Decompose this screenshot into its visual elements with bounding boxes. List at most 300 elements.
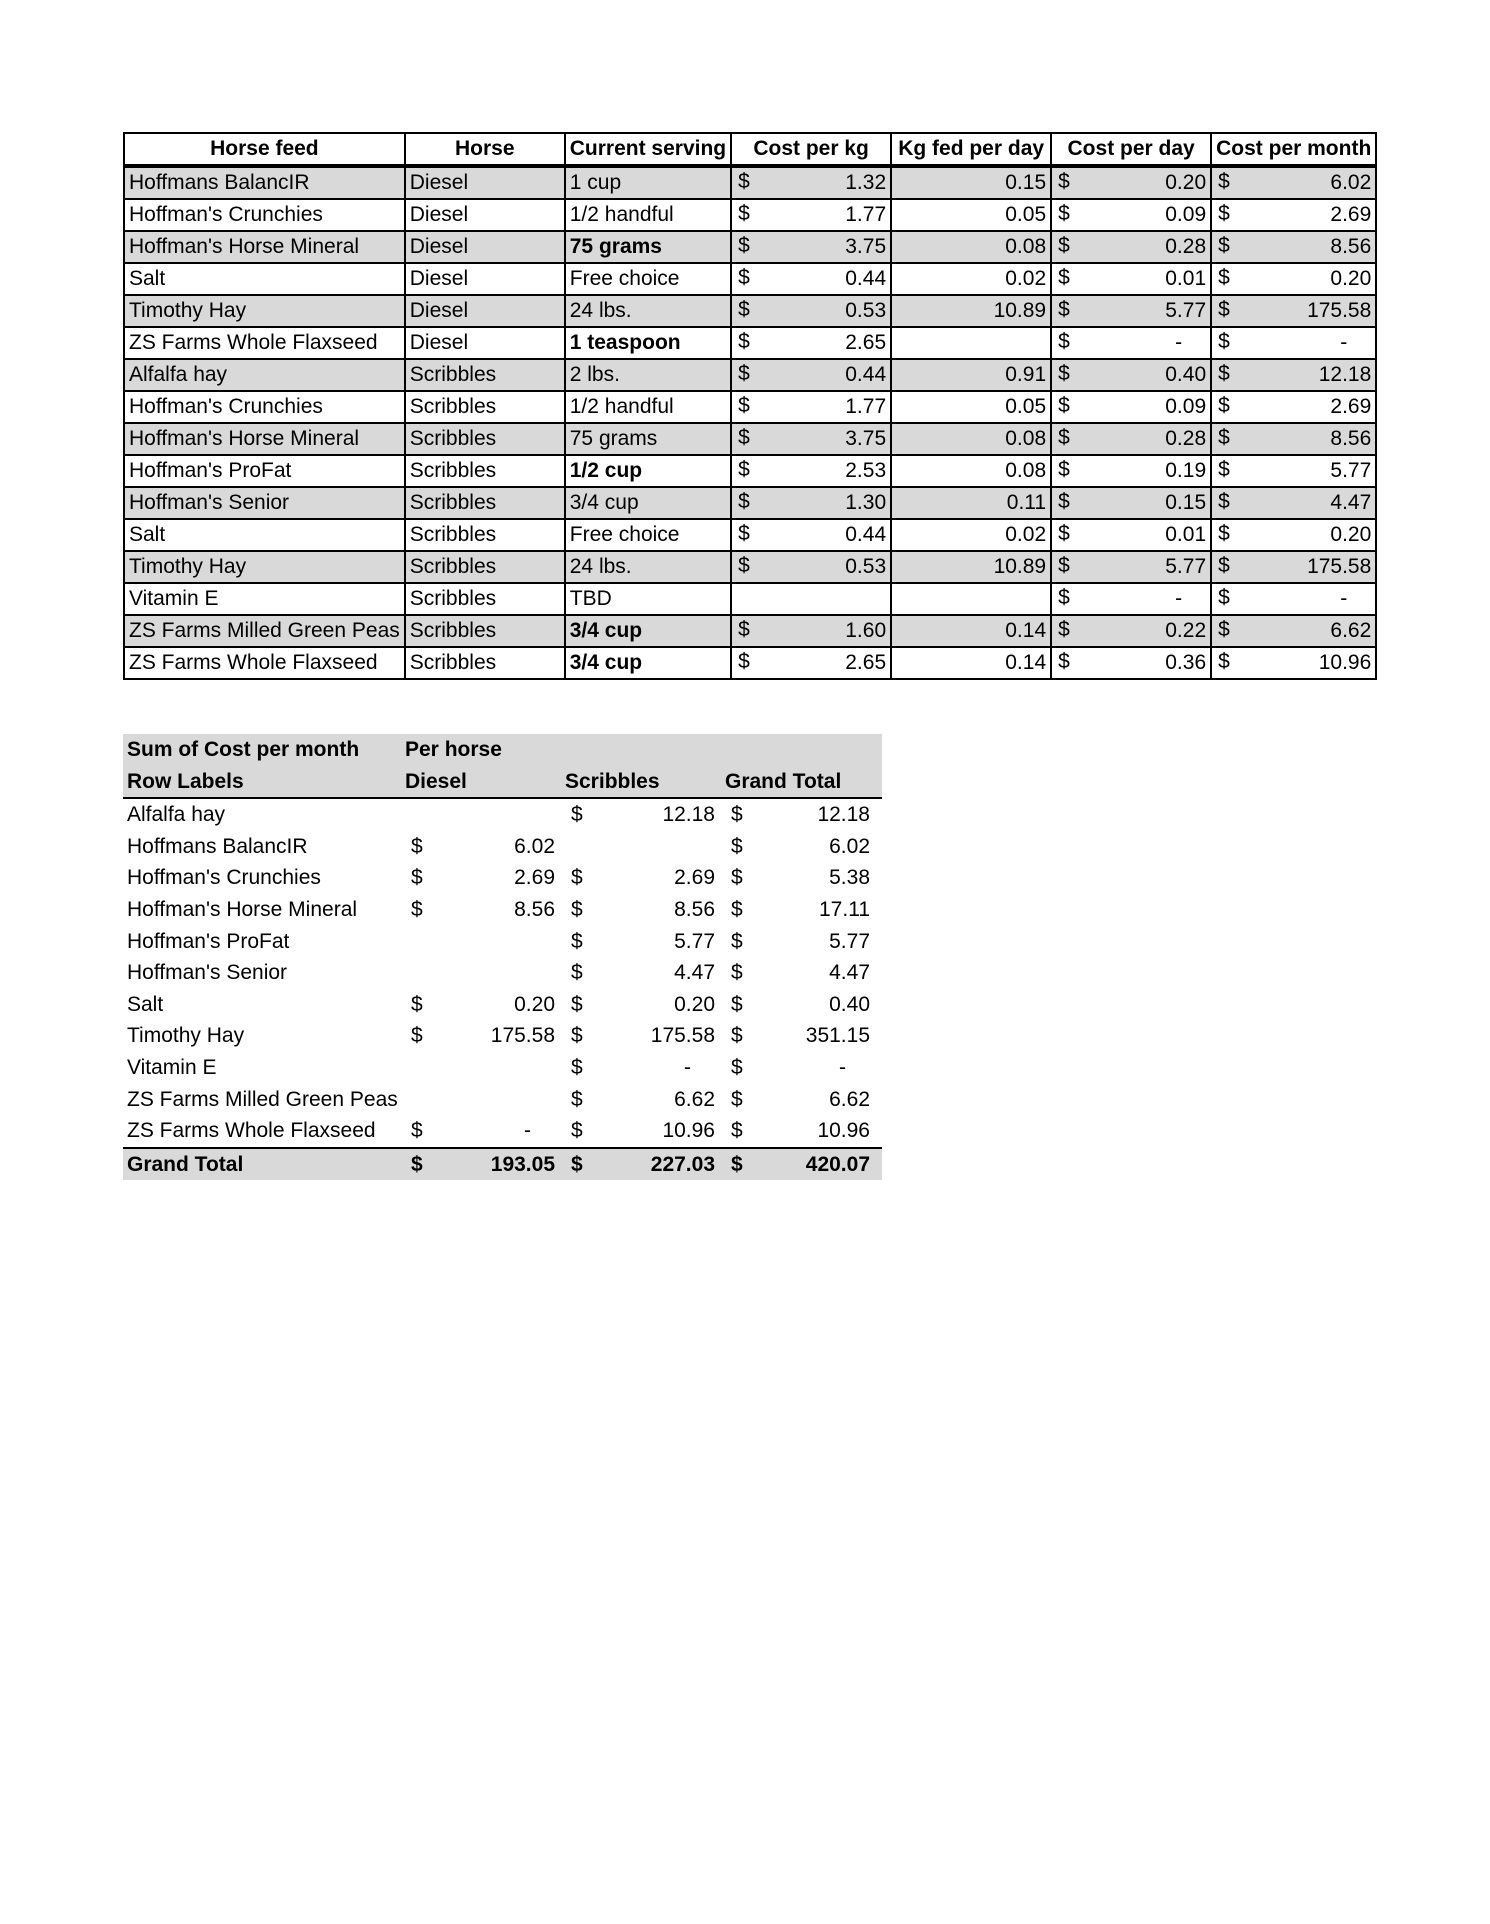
cell-cost-per-kg[interactable] (731, 423, 891, 455)
currency-symbol: $ (738, 394, 750, 417)
cell-cost-per-month[interactable] (1211, 615, 1376, 647)
cell-value: 0.19 (1165, 459, 1207, 482)
cell-value: 0.01 (1165, 523, 1207, 546)
cell-value: 2.69 (1330, 203, 1372, 226)
cell-value: 1.77 (845, 395, 887, 418)
currency-symbol: $ (1218, 490, 1230, 513)
cell-cost-per-day[interactable] (1051, 455, 1211, 487)
cell-cost-per-kg[interactable] (731, 359, 891, 391)
cell-cost-per-kg[interactable] (731, 199, 891, 231)
pivot-row[interactable] (123, 957, 882, 989)
cell-horse-feed[interactable]: Hoffman's ProFat (124, 455, 405, 487)
currency-symbol: $ (1058, 202, 1070, 225)
pivot-row-label: Salt (127, 992, 164, 1016)
cell-cost-per-day[interactable] (1051, 487, 1211, 519)
pivot-row[interactable] (123, 831, 882, 863)
cell-value: 2.69 (1330, 395, 1372, 418)
pivot-value-diesel: 175.58 (490, 1024, 555, 1048)
feed-row (124, 647, 1376, 679)
currency-symbol: $ (1058, 490, 1070, 513)
cell-horse-feed[interactable]: Alfalfa hay (124, 359, 405, 391)
cell-value: 2.65 (845, 331, 887, 354)
currency-symbol: $ (1218, 202, 1230, 225)
cell-horse[interactable]: Diesel (405, 327, 565, 359)
currency-symbol: $ (738, 170, 750, 193)
feed-row (124, 295, 1376, 327)
cell-cost-per-kg[interactable] (731, 295, 891, 327)
cell-horse[interactable]: Scribbles (405, 487, 565, 519)
cell-cost-per-day[interactable] (1051, 327, 1211, 359)
cell-cost-per-kg[interactable] (731, 455, 891, 487)
currency-symbol: $ (1058, 234, 1070, 257)
cell-value: 3.75 (845, 235, 887, 258)
cell-current-serving[interactable]: 75 grams (565, 231, 731, 263)
cell-cost-per-month[interactable] (1211, 263, 1376, 295)
currency-symbol: $ (1218, 522, 1230, 545)
currency-symbol: $ (1218, 458, 1230, 481)
currency-symbol: $ (1058, 650, 1070, 673)
cell-horse-feed[interactable]: Hoffman's Crunchies (124, 199, 405, 231)
cell-kg-fed-per-day[interactable] (891, 583, 1051, 615)
currency-symbol: $ (1218, 298, 1230, 321)
cell-horse-feed[interactable]: Timothy Hay (124, 551, 405, 583)
cell-cost-per-month[interactable] (1211, 166, 1376, 199)
currency-symbol: $ (1218, 234, 1230, 257)
header-kg-fed-per-day[interactable]: Kg fed per day (891, 133, 1051, 166)
currency-symbol: $ (738, 618, 750, 641)
cell-cost-per-month[interactable] (1211, 359, 1376, 391)
cell-value: 0.01 (1165, 267, 1207, 290)
feed-row (124, 455, 1376, 487)
cell-value: 0.14 (1005, 619, 1047, 642)
cell-horse-feed[interactable]: ZS Farms Milled Green Peas (124, 615, 405, 647)
pivot-header-row-1 (123, 734, 882, 766)
cell-value: 0.08 (1005, 459, 1047, 482)
cell-value: 0.02 (1005, 523, 1047, 546)
cell-current-serving[interactable]: Free choice (565, 263, 731, 295)
cell-horse[interactable]: Scribbles (405, 519, 565, 551)
pivot-body (123, 799, 882, 1147)
cell-cost-per-kg[interactable] (731, 231, 891, 263)
header-horse-feed[interactable]: Horse feed (124, 133, 405, 166)
cell-cost-per-kg[interactable] (731, 615, 891, 647)
currency-symbol: $ (738, 298, 750, 321)
pivot-row[interactable] (123, 1020, 882, 1052)
currency-symbol: $ (738, 330, 750, 353)
pivot-row[interactable] (123, 1052, 882, 1084)
cell-horse-feed[interactable]: Hoffman's Horse Mineral (124, 231, 405, 263)
cell-cost-per-day[interactable] (1051, 199, 1211, 231)
feed-row (124, 551, 1376, 583)
pivot-row-label: ZS Farms Whole Flaxseed (127, 1119, 376, 1143)
pivot-value-total: 420.07 (805, 1152, 870, 1176)
pivot-value-diesel: 6.02 (514, 834, 555, 858)
cell-current-serving[interactable]: 1/2 cup (565, 455, 731, 487)
cell-kg-fed-per-day[interactable] (891, 166, 1051, 199)
currency-symbol: $ (731, 1087, 743, 1111)
cell-value: 0.15 (1005, 171, 1047, 194)
cell-horse-feed[interactable]: ZS Farms Whole Flaxseed (124, 327, 405, 359)
cell-cost-per-kg[interactable] (731, 519, 891, 551)
header-cost-per-month[interactable]: Cost per month (1211, 133, 1376, 166)
pivot-row[interactable] (123, 1115, 882, 1147)
pivot-value-diesel: 193.05 (490, 1152, 555, 1176)
cell-kg-fed-per-day[interactable] (891, 263, 1051, 295)
cell-kg-fed-per-day[interactable] (891, 615, 1051, 647)
pivot-grand-total-row[interactable] (123, 1147, 882, 1181)
currency-symbol: $ (411, 897, 423, 921)
cell-cost-per-kg[interactable] (731, 647, 891, 679)
pivot-row[interactable] (123, 926, 882, 958)
cell-cost-per-kg[interactable] (731, 551, 891, 583)
feed-row (124, 263, 1376, 295)
pivot-row-label: Hoffman's ProFat (127, 929, 290, 953)
pivot-row[interactable] (123, 894, 882, 926)
pivot-value-diesel: 8.56 (514, 897, 555, 921)
feed-row (124, 359, 1376, 391)
pivot-row-label: Hoffman's Horse Mineral (127, 897, 358, 921)
pivot-value-total: 6.62 (829, 1087, 870, 1111)
cell-horse[interactable]: Scribbles (405, 423, 565, 455)
cell-cost-per-kg[interactable] (731, 166, 891, 199)
cell-kg-fed-per-day[interactable] (891, 487, 1051, 519)
pivot-value-scribbles: 175.58 (650, 1024, 715, 1048)
cell-value: 0.02 (1005, 267, 1047, 290)
cell-value: 1.77 (845, 203, 887, 226)
currency-symbol: $ (731, 1152, 743, 1176)
cell-value: 0.22 (1165, 619, 1207, 642)
cell-horse[interactable]: Scribbles (405, 583, 565, 615)
cell-current-serving[interactable]: 24 lbs. (565, 551, 731, 583)
currency-symbol: $ (738, 490, 750, 513)
cell-horse-feed[interactable]: Vitamin E (124, 583, 405, 615)
cell-cost-per-day[interactable] (1051, 615, 1211, 647)
currency-symbol: $ (1218, 618, 1230, 641)
header-cost-per-day[interactable]: Cost per day (1051, 133, 1211, 166)
cell-cost-per-day[interactable] (1051, 647, 1211, 679)
cell-horse[interactable]: Diesel (405, 231, 565, 263)
cell-cost-per-day[interactable] (1051, 263, 1211, 295)
cell-value: 0.44 (845, 267, 887, 290)
currency-symbol: $ (1058, 522, 1070, 545)
pivot-value-total: 12.18 (817, 803, 870, 827)
currency-symbol: $ (1058, 298, 1070, 321)
cell-current-serving[interactable]: TBD (565, 583, 731, 615)
cell-horse-feed[interactable]: ZS Farms Whole Flaxseed (124, 647, 405, 679)
cell-horse-feed[interactable]: Salt (124, 263, 405, 295)
cell-kg-fed-per-day[interactable] (891, 647, 1051, 679)
feed-row (124, 615, 1376, 647)
currency-symbol: $ (1058, 426, 1070, 449)
cell-cost-per-month[interactable] (1211, 199, 1376, 231)
cell-cost-per-day[interactable] (1051, 166, 1211, 199)
cell-horse[interactable]: Diesel (405, 263, 565, 295)
cell-cost-per-month[interactable] (1211, 455, 1376, 487)
cell-horse[interactable]: Scribbles (405, 455, 565, 487)
pivot-row[interactable] (123, 989, 882, 1021)
cell-horse-feed[interactable]: Timothy Hay (124, 295, 405, 327)
feed-row (124, 391, 1376, 423)
cell-current-serving[interactable]: 1/2 handful (565, 391, 731, 423)
cell-kg-fed-per-day[interactable] (891, 455, 1051, 487)
cell-kg-fed-per-day[interactable] (891, 231, 1051, 263)
cell-cost-per-day[interactable] (1051, 583, 1211, 615)
pivot-col-grand-total[interactable]: Grand Total (725, 769, 842, 793)
currency-symbol: $ (571, 1055, 583, 1079)
cell-horse[interactable]: Diesel (405, 166, 565, 199)
pivot-value-diesel: 0.20 (514, 992, 555, 1016)
pivot-row[interactable] (123, 1084, 882, 1116)
currency-symbol: $ (738, 234, 750, 257)
cell-cost-per-day[interactable] (1051, 359, 1211, 391)
header-current-serving[interactable]: Current serving (565, 133, 731, 166)
currency-symbol: $ (731, 1119, 743, 1143)
cell-cost-per-month[interactable] (1211, 391, 1376, 423)
cell-horse-feed[interactable]: Hoffman's Crunchies (124, 391, 405, 423)
currency-symbol: $ (571, 803, 583, 827)
cell-cost-per-month[interactable] (1211, 647, 1376, 679)
cell-cost-per-month[interactable] (1211, 519, 1376, 551)
cell-value: 5.77 (1165, 555, 1207, 578)
pivot-column-group[interactable]: Per horse (405, 738, 502, 761)
cell-kg-fed-per-day[interactable] (891, 519, 1051, 551)
cell-value: 5.77 (1330, 459, 1372, 482)
pivot-value-diesel: 2.69 (514, 866, 555, 890)
cell-current-serving[interactable]: 24 lbs. (565, 295, 731, 327)
currency-symbol: $ (738, 362, 750, 385)
cell-horse-feed[interactable]: Hoffmans BalancIR (124, 166, 405, 199)
cell-kg-fed-per-day[interactable] (891, 199, 1051, 231)
currency-symbol: $ (1218, 170, 1230, 193)
cell-value: 12.18 (1318, 363, 1372, 386)
pivot-row-label: Hoffmans BalancIR (127, 834, 308, 858)
currency-symbol: $ (571, 897, 583, 921)
pivot-value-scribbles: 0.20 (674, 992, 715, 1016)
cell-horse[interactable]: Scribbles (405, 551, 565, 583)
cell-value: 0.05 (1005, 395, 1047, 418)
pivot-row-labels-header[interactable]: Row Labels (127, 769, 244, 793)
currency-symbol: $ (411, 992, 423, 1016)
cell-value: 1.30 (845, 491, 887, 514)
currency-symbol: $ (1218, 586, 1230, 609)
pivot-value-total: 4.47 (829, 961, 870, 985)
cell-cost-per-day[interactable] (1051, 423, 1211, 455)
currency-symbol: $ (571, 961, 583, 985)
pivot-row[interactable] (123, 799, 882, 831)
currency-symbol: $ (1218, 394, 1230, 417)
currency-symbol: $ (731, 929, 743, 953)
cell-cost-per-month[interactable] (1211, 231, 1376, 263)
cell-cost-per-kg[interactable] (731, 263, 891, 295)
currency-symbol: $ (411, 834, 423, 858)
currency-symbol: $ (731, 961, 743, 985)
feed-row (124, 231, 1376, 263)
cell-value: 8.56 (1330, 235, 1372, 258)
cell-cost-per-day[interactable] (1051, 295, 1211, 327)
cell-kg-fed-per-day[interactable] (891, 327, 1051, 359)
cell-cost-per-kg[interactable] (731, 391, 891, 423)
currency-symbol: $ (738, 522, 750, 545)
cell-cost-per-month[interactable] (1211, 487, 1376, 519)
currency-symbol: $ (1218, 554, 1230, 577)
pivot-value-total: - (839, 1055, 846, 1079)
currency-symbol: $ (1218, 650, 1230, 673)
cell-current-serving[interactable]: 3/4 cup (565, 487, 731, 519)
feed-row (124, 487, 1376, 519)
cell-value: 0.20 (1165, 171, 1207, 194)
cell-value: - (1340, 331, 1348, 354)
cell-cost-per-month[interactable] (1211, 295, 1376, 327)
cell-current-serving[interactable]: 75 grams (565, 423, 731, 455)
cell-horse[interactable]: Scribbles (405, 647, 565, 679)
feed-row (124, 327, 1376, 359)
cell-value: 0.09 (1165, 203, 1207, 226)
currency-symbol: $ (1058, 554, 1070, 577)
cell-kg-fed-per-day[interactable] (891, 295, 1051, 327)
cell-value: 3.75 (845, 427, 887, 450)
pivot-row-label: Timothy Hay (127, 1024, 245, 1048)
cell-current-serving[interactable]: 2 lbs. (565, 359, 731, 391)
cell-current-serving[interactable]: 1 cup (565, 166, 731, 199)
cell-value: - (1340, 587, 1348, 610)
pivot-value-total: 5.77 (829, 929, 870, 953)
cell-cost-per-kg[interactable] (731, 487, 891, 519)
feed-row (124, 199, 1376, 231)
cell-value: 10.89 (993, 299, 1047, 322)
cell-cost-per-month[interactable] (1211, 423, 1376, 455)
pivot-value-scribbles: - (684, 1055, 691, 1079)
pivot-col-diesel[interactable]: Diesel (405, 769, 467, 793)
pivot-header-row-2 (123, 766, 882, 800)
pivot-value-scribbles: 8.56 (674, 897, 715, 921)
pivot-title[interactable]: Sum of Cost per month (127, 738, 360, 761)
pivot-value-total: 6.02 (829, 834, 870, 858)
currency-symbol: $ (1058, 618, 1070, 641)
cell-cost-per-month[interactable] (1211, 551, 1376, 583)
cell-cost-per-day[interactable] (1051, 551, 1211, 583)
currency-symbol: $ (1058, 362, 1070, 385)
currency-symbol: $ (571, 1152, 583, 1176)
cell-horse-feed[interactable]: Salt (124, 519, 405, 551)
currency-symbol: $ (1218, 330, 1230, 353)
currency-symbol: $ (411, 1024, 423, 1048)
cell-current-serving[interactable]: 1 teaspoon (565, 327, 731, 359)
cell-value: 0.20 (1330, 267, 1372, 290)
cell-current-serving[interactable]: 3/4 cup (565, 615, 731, 647)
cell-value: 0.14 (1005, 651, 1047, 674)
currency-symbol: $ (1058, 170, 1070, 193)
cell-kg-fed-per-day[interactable] (891, 551, 1051, 583)
cell-horse-feed[interactable]: Hoffman's Senior (124, 487, 405, 519)
cell-value: 1.32 (845, 171, 887, 194)
currency-symbol: $ (738, 650, 750, 673)
cell-current-serving[interactable]: 1/2 handful (565, 199, 731, 231)
cell-value: 0.53 (845, 299, 887, 322)
cell-value: 0.44 (845, 363, 887, 386)
cell-horse[interactable]: Scribbles (405, 359, 565, 391)
currency-symbol: $ (571, 929, 583, 953)
pivot-value-scribbles: 12.18 (662, 803, 715, 827)
cell-cost-per-month[interactable] (1211, 327, 1376, 359)
currency-symbol: $ (731, 992, 743, 1016)
cell-value: 5.77 (1165, 299, 1207, 322)
currency-symbol: $ (411, 866, 423, 890)
cell-value: - (1175, 331, 1183, 354)
cell-horse-feed[interactable]: Hoffman's Horse Mineral (124, 423, 405, 455)
cell-horse[interactable]: Diesel (405, 295, 565, 327)
feed-table-header-row (124, 133, 1376, 166)
currency-symbol: $ (738, 554, 750, 577)
header-cost-per-kg[interactable]: Cost per kg (731, 133, 891, 166)
feed-row (124, 423, 1376, 455)
pivot-value-scribbles: 4.47 (674, 961, 715, 985)
cell-value: 0.11 (1006, 491, 1047, 514)
currency-symbol: $ (738, 458, 750, 481)
cell-value: 0.28 (1165, 427, 1207, 450)
cell-value: 0.05 (1005, 203, 1047, 226)
cell-horse[interactable]: Scribbles (405, 615, 565, 647)
cell-value: 10.96 (1318, 651, 1372, 674)
cell-kg-fed-per-day[interactable] (891, 391, 1051, 423)
cell-horse[interactable]: Scribbles (405, 391, 565, 423)
cell-value: 0.08 (1005, 235, 1047, 258)
cell-cost-per-month[interactable] (1211, 583, 1376, 615)
cell-value: 0.09 (1165, 395, 1207, 418)
cell-current-serving[interactable]: Free choice (565, 519, 731, 551)
cell-value: 8.56 (1330, 427, 1372, 450)
cell-value: 0.53 (845, 555, 887, 578)
cell-value: 0.40 (1165, 363, 1207, 386)
currency-symbol: $ (1218, 362, 1230, 385)
cell-cost-per-kg[interactable] (731, 327, 891, 359)
cell-cost-per-kg[interactable] (731, 583, 891, 615)
pivot-value-scribbles: 2.69 (674, 866, 715, 890)
pivot-value-diesel: - (524, 1119, 531, 1143)
cell-value: 0.36 (1165, 651, 1207, 674)
cell-kg-fed-per-day[interactable] (891, 359, 1051, 391)
pivot-row[interactable] (123, 862, 882, 894)
currency-symbol: $ (411, 1152, 423, 1176)
feed-row (124, 519, 1376, 551)
pivot-value-scribbles: 6.62 (674, 1087, 715, 1111)
pivot-value-scribbles: 5.77 (674, 929, 715, 953)
cell-value: 0.20 (1330, 523, 1372, 546)
header-horse[interactable]: Horse (405, 133, 565, 166)
currency-symbol: $ (731, 1055, 743, 1079)
currency-symbol: $ (1218, 426, 1230, 449)
pivot-row-label: Grand Total (127, 1152, 244, 1176)
cell-value: 6.62 (1330, 619, 1372, 642)
currency-symbol: $ (571, 1087, 583, 1111)
pivot-value-total: 10.96 (817, 1119, 870, 1143)
cell-horse[interactable]: Diesel (405, 199, 565, 231)
cell-cost-per-day[interactable] (1051, 231, 1211, 263)
pivot-row-label: Hoffman's Crunchies (127, 866, 321, 890)
cell-value: 0.08 (1005, 427, 1047, 450)
cell-cost-per-day[interactable] (1051, 391, 1211, 423)
pivot-row-label: Vitamin E (127, 1055, 217, 1079)
pivot-value-scribbles: 10.96 (662, 1119, 715, 1143)
currency-symbol: $ (571, 1024, 583, 1048)
currency-symbol: $ (731, 1024, 743, 1048)
cell-kg-fed-per-day[interactable] (891, 423, 1051, 455)
pivot-col-scribbles[interactable]: Scribbles (565, 769, 660, 793)
feed-row (124, 583, 1376, 615)
cell-value: 10.89 (993, 555, 1047, 578)
pivot-value-total: 351.15 (805, 1024, 870, 1048)
cell-current-serving[interactable]: 3/4 cup (565, 647, 731, 679)
cell-cost-per-day[interactable] (1051, 519, 1211, 551)
